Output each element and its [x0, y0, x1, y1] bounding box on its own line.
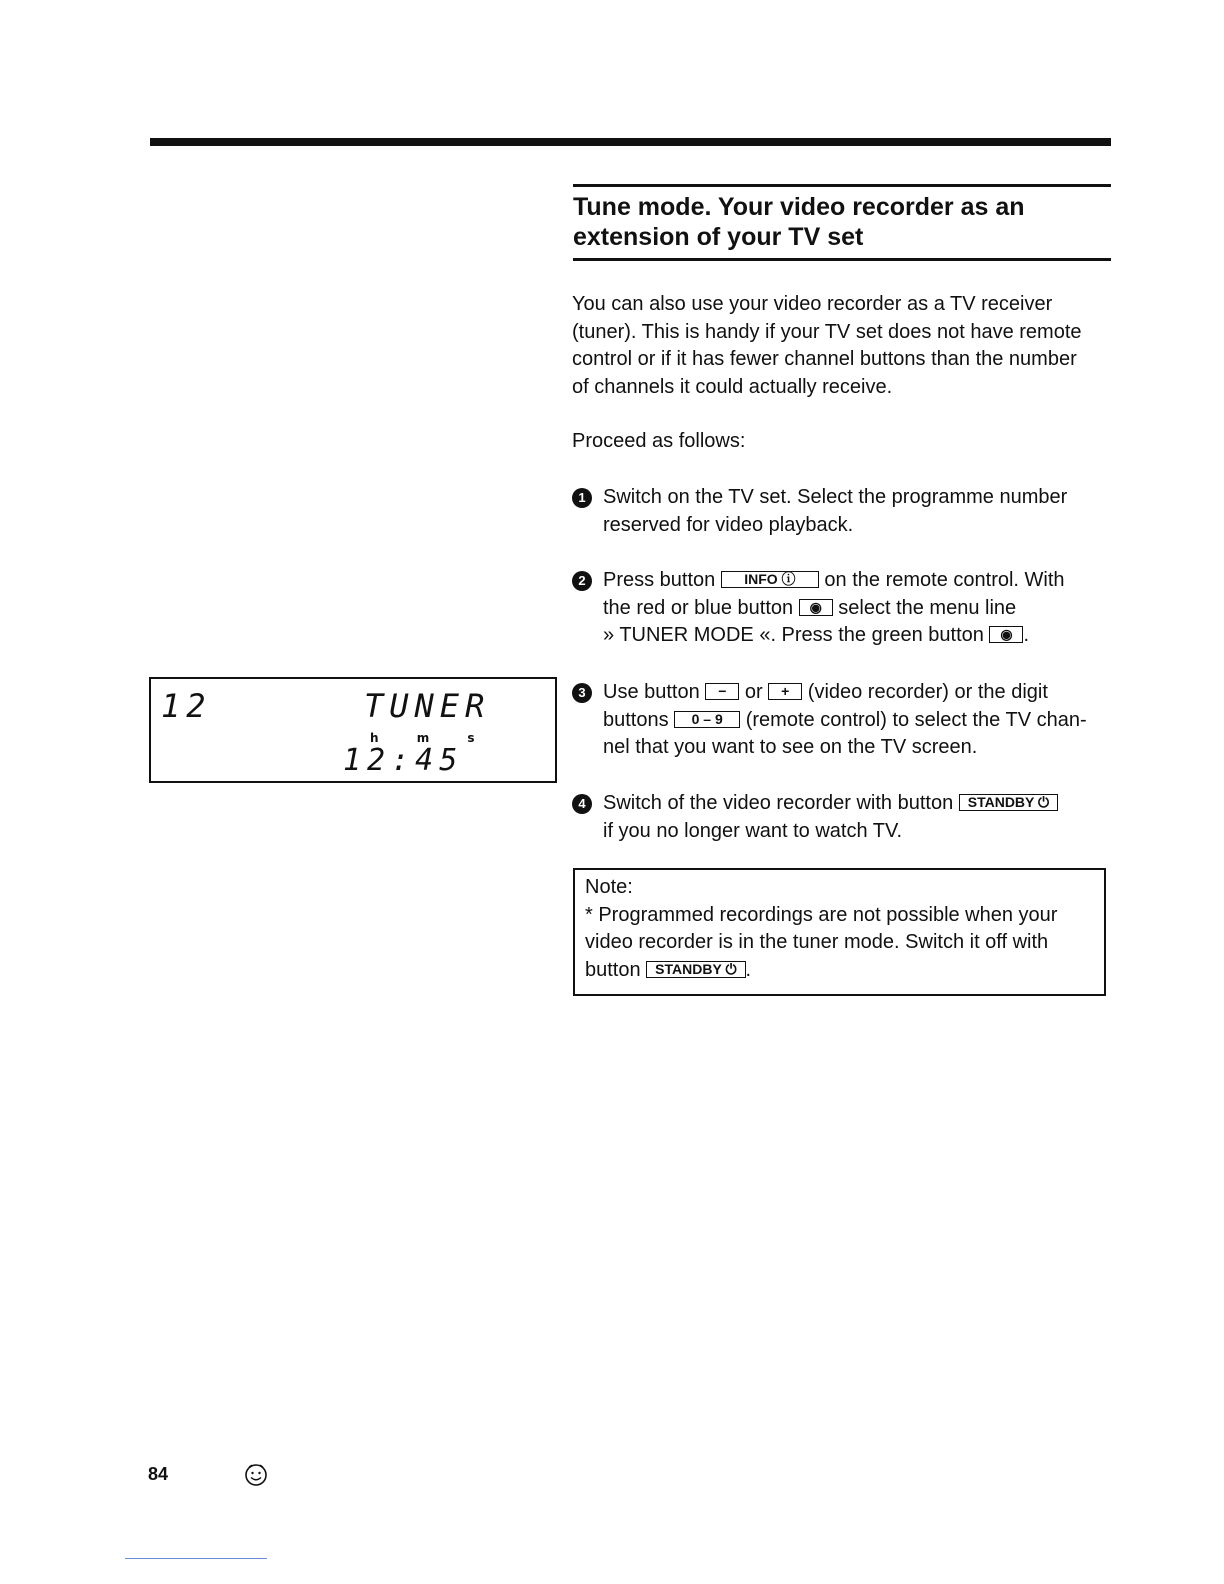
- step-2: [572, 567, 1112, 650]
- page-number: 84: [148, 1464, 169, 1484]
- step-2-text-e: » TUNER MODE «. Press the green button: [603, 624, 984, 646]
- step-number-3: 3: [572, 683, 592, 703]
- intro-line-4: of channels it could actually receive.: [572, 375, 893, 398]
- minus-key: −: [705, 683, 739, 700]
- info-key: INFO ⓘ: [721, 571, 819, 588]
- intro-line-2: (tuner). This is handy if your TV set does not have remote: [572, 320, 1082, 343]
- note-box: [573, 868, 1106, 996]
- step-3-text-d: buttons: [603, 708, 669, 731]
- proceed-text: Proceed as follows:: [572, 430, 746, 452]
- step-1-line-1: Switch on the TV set. Select the programme number: [603, 486, 1068, 508]
- display-channel: 12: [161, 687, 212, 725]
- plus-key: +: [768, 683, 802, 700]
- note-line-2: video recorder is in the tuner mode. Switch it off with: [585, 931, 1049, 953]
- note-line-1: * Programmed recordings are not possible when your: [585, 903, 1058, 926]
- intro-line-1: You can also use your video recorder as a TV receiver: [572, 293, 1053, 315]
- digit-keys: 0 – 9: [674, 711, 740, 728]
- step-4-text-a: Switch of the video recorder with button: [603, 792, 954, 814]
- step-3-text-c: (video recorder) or the digit: [807, 681, 1048, 703]
- confirm-key: ◉: [989, 626, 1023, 643]
- section-title-block: [573, 184, 1111, 261]
- section-title: [573, 192, 1111, 252]
- step-2-text-c: the red or blue button: [603, 596, 794, 619]
- standby-key: STANDBY ⏻: [959, 794, 1058, 811]
- step-3-text-f: nel that you want to see on the TV screen.: [603, 736, 978, 758]
- footer-link-line: [125, 1558, 267, 1559]
- smiley-icon: [243, 1462, 269, 1488]
- intro-line-3: control or if it has fewer channel buttons than the number: [572, 348, 1077, 370]
- step-number-4: 4: [572, 794, 592, 814]
- step-number-1: 1: [572, 488, 592, 508]
- display-units: h m s: [370, 731, 475, 745]
- step-2-text-d: select the menu line: [838, 596, 1017, 619]
- step-number-2: 2: [572, 571, 592, 591]
- section-title-line-1: Tune mode. Your video recorder as an: [573, 193, 1025, 221]
- vcr-display-panel: [149, 677, 557, 783]
- step-1: [572, 484, 1112, 539]
- step-3-text-e: (remote control) to select the TV chan-: [745, 708, 1087, 731]
- step-1-line-2: reserved for video playback.: [603, 513, 854, 536]
- step-4-text-b: if you no longer want to watch TV.: [603, 819, 903, 842]
- step-3-text-a: Use button: [603, 681, 700, 703]
- step-2-text-a: Press button: [603, 569, 716, 591]
- step-3-text-b: or: [744, 681, 763, 703]
- select-key: ◉: [799, 599, 833, 616]
- step-2-text-b: on the remote control. With: [824, 569, 1065, 591]
- display-time: 12:45: [343, 743, 464, 778]
- step-2-text-f: .: [1023, 624, 1030, 646]
- display-mode: TUNER: [364, 687, 491, 725]
- note-end: .: [745, 958, 752, 981]
- note-line-3: button: [585, 958, 641, 981]
- step-4: [572, 790, 1112, 845]
- top-rule: [150, 138, 1111, 146]
- step-3: [572, 679, 1112, 762]
- intro-paragraph: [572, 291, 1112, 401]
- section-title-line-2: extension of your TV set: [573, 223, 864, 251]
- note-heading: Note:: [585, 876, 633, 898]
- note-standby-key: STANDBY ⏻: [646, 961, 745, 978]
